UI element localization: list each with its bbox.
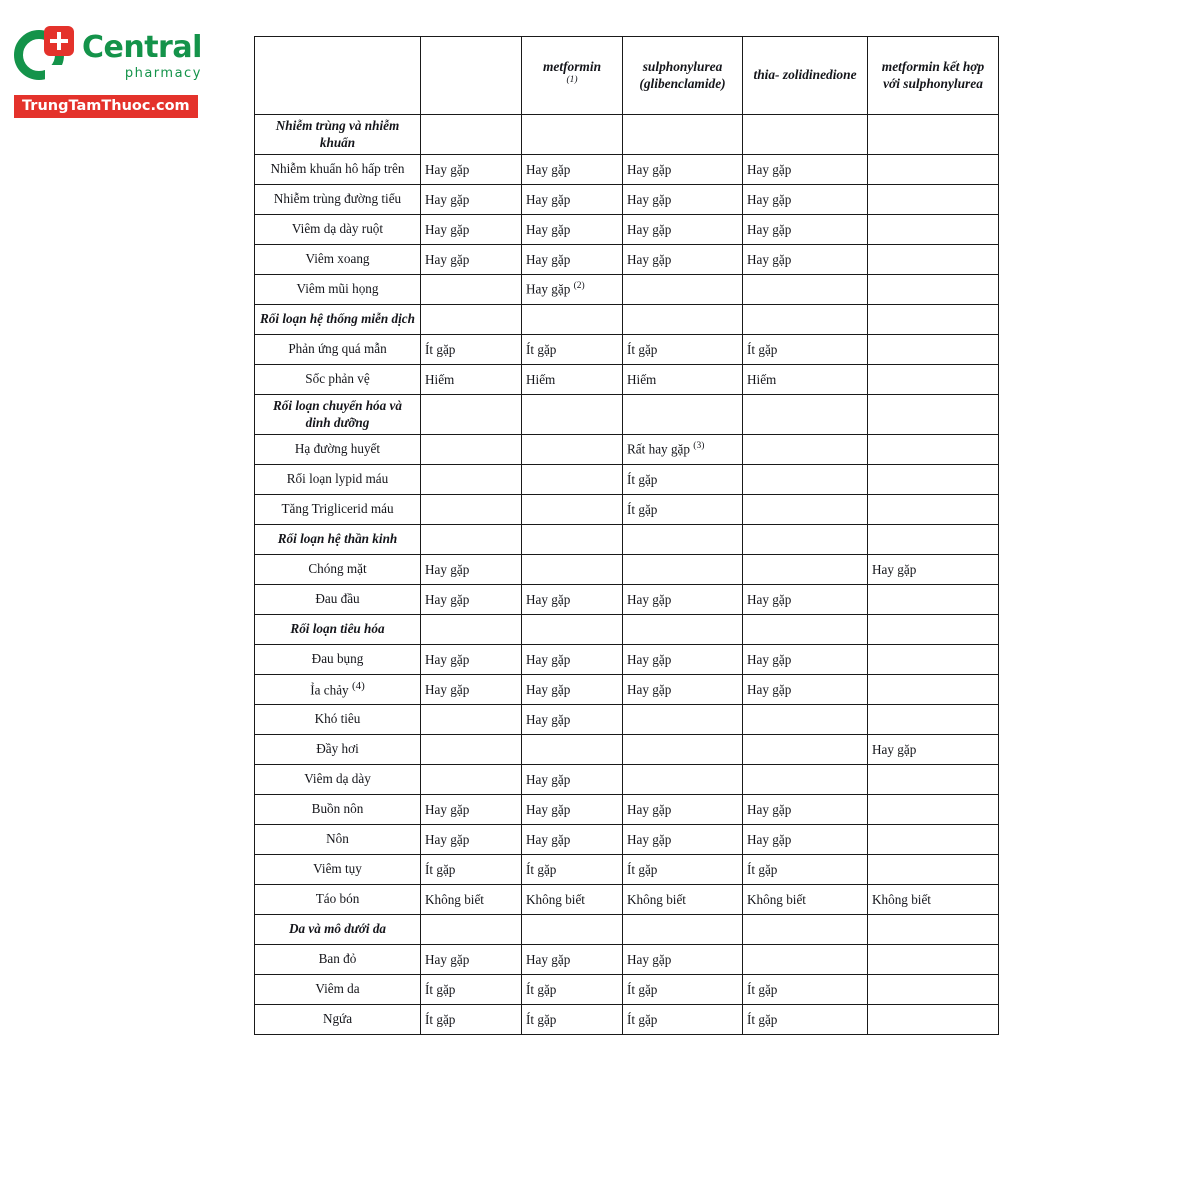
cell-empty xyxy=(421,305,522,335)
central-pharmacy-logo-icon xyxy=(14,26,74,86)
cell-value: Hay gặp xyxy=(743,825,868,855)
table-header-row xyxy=(255,37,999,115)
cell-empty xyxy=(522,305,623,335)
cell-value: Hay gặp xyxy=(421,155,522,185)
group-label: Da và mô dưới da xyxy=(255,915,421,945)
cell-value: Hay gặp xyxy=(522,825,623,855)
cell-empty xyxy=(868,245,999,275)
cell-value: Ít gặp xyxy=(421,1005,522,1035)
cell-empty xyxy=(868,975,999,1005)
cell-value: Hay gặp xyxy=(522,795,623,825)
cell-value: Hay gặp xyxy=(743,215,868,245)
cell-empty xyxy=(743,275,868,305)
row-label: Viêm dạ dày ruột xyxy=(255,215,421,245)
cell-empty xyxy=(522,555,623,585)
cell-value: Ít gặp xyxy=(623,1005,743,1035)
row-label: Nhiễm khuẩn hô hấp trên xyxy=(255,155,421,185)
cell-value: Ít gặp xyxy=(623,855,743,885)
cell-value: Hay gặp xyxy=(743,155,868,185)
row-label: Rối loạn lypid máu xyxy=(255,465,421,495)
table-row xyxy=(255,1005,999,1035)
cell-empty xyxy=(623,735,743,765)
header-cell-metformin xyxy=(522,37,623,115)
table-row xyxy=(255,885,999,915)
cell-value: Hiếm xyxy=(743,365,868,395)
cell-empty xyxy=(868,1005,999,1035)
cell-empty xyxy=(743,495,868,525)
cell-value: Hay gặp xyxy=(421,645,522,675)
cell-empty xyxy=(868,335,999,365)
brand-subtitle: pharmacy xyxy=(124,65,202,81)
cell-empty xyxy=(743,765,868,795)
cell-empty xyxy=(868,525,999,555)
cell-empty xyxy=(868,645,999,675)
table-group-row xyxy=(255,615,999,645)
row-label: Nôn xyxy=(255,825,421,855)
cell-value: Hay gặp xyxy=(623,945,743,975)
cell-value: Ít gặp xyxy=(522,1005,623,1035)
row-label: Chóng mặt xyxy=(255,555,421,585)
cell-empty xyxy=(421,615,522,645)
cell-empty xyxy=(421,435,522,465)
cell-empty xyxy=(868,395,999,435)
table-row xyxy=(255,675,999,705)
cell-value: Hiếm xyxy=(623,365,743,395)
row-label: Tăng Triglicerid máu xyxy=(255,495,421,525)
row-label: Buồn nôn xyxy=(255,795,421,825)
row-label: Nhiễm trùng đường tiểu xyxy=(255,185,421,215)
cell-empty xyxy=(623,115,743,155)
site-url-badge: TrungTamThuoc.com xyxy=(14,95,198,118)
table-row xyxy=(255,765,999,795)
row-label: Khó tiêu xyxy=(255,705,421,735)
cell-empty xyxy=(868,945,999,975)
cell-value: Hay gặp xyxy=(522,705,623,735)
cell-value: Ít gặp xyxy=(623,335,743,365)
cell-empty xyxy=(623,915,743,945)
table-row xyxy=(255,795,999,825)
cell-value: Hay gặp xyxy=(421,825,522,855)
cell-value: Hay gặp xyxy=(868,735,999,765)
cell-empty xyxy=(868,855,999,885)
cell-value: Hay gặp $^{(2)}$ xyxy=(522,275,623,305)
cell-empty xyxy=(743,305,868,335)
cell-empty xyxy=(522,435,623,465)
cell-value: Hay gặp xyxy=(743,675,868,705)
cell-value: Hay gặp xyxy=(522,675,623,705)
cell-value: Hay gặp xyxy=(522,765,623,795)
cell-empty xyxy=(522,525,623,555)
cell-empty xyxy=(868,305,999,335)
cell-empty xyxy=(623,705,743,735)
cell-value: Hay gặp xyxy=(522,185,623,215)
table-body xyxy=(255,115,999,1035)
cell-value: Hay gặp xyxy=(522,645,623,675)
table-header xyxy=(255,37,999,115)
table-row xyxy=(255,465,999,495)
cell-empty xyxy=(868,705,999,735)
cell-value: Hay gặp xyxy=(868,555,999,585)
cell-empty xyxy=(522,495,623,525)
watermark-logo xyxy=(14,26,224,118)
cell-empty xyxy=(868,495,999,525)
row-label: Đau bụng xyxy=(255,645,421,675)
table-row xyxy=(255,855,999,885)
cell-value: Hay gặp xyxy=(421,675,522,705)
cell-empty xyxy=(623,275,743,305)
row-label: Sốc phản vệ xyxy=(255,365,421,395)
table-row xyxy=(255,155,999,185)
cell-empty xyxy=(743,395,868,435)
cell-value: Hay gặp xyxy=(421,185,522,215)
row-label: Phản ứng quá mẫn xyxy=(255,335,421,365)
cell-empty xyxy=(868,275,999,305)
cell-value: Ít gặp xyxy=(743,335,868,365)
cell-empty xyxy=(623,555,743,585)
cell-empty xyxy=(743,615,868,645)
cell-value: Hay gặp xyxy=(743,245,868,275)
table-row xyxy=(255,365,999,395)
group-label: Rối loạn chuyển hóa và dinh dưỡng xyxy=(255,395,421,435)
cell-empty xyxy=(623,615,743,645)
cell-empty xyxy=(743,945,868,975)
cell-empty xyxy=(623,525,743,555)
cell-value: Hay gặp xyxy=(421,945,522,975)
row-label: Viêm da xyxy=(255,975,421,1005)
cell-empty xyxy=(868,215,999,245)
row-label: Hạ đường huyết xyxy=(255,435,421,465)
logo-text xyxy=(82,29,202,81)
cell-value: Hay gặp xyxy=(421,245,522,275)
cell-value: Hay gặp xyxy=(743,185,868,215)
table-row xyxy=(255,555,999,585)
table-row xyxy=(255,585,999,615)
cell-empty xyxy=(868,185,999,215)
cell-empty xyxy=(421,275,522,305)
row-label: Ban đỏ xyxy=(255,945,421,975)
row-label: Táo bón xyxy=(255,885,421,915)
cell-value: Hay gặp xyxy=(623,585,743,615)
table-row xyxy=(255,645,999,675)
cell-value: Ít gặp xyxy=(421,855,522,885)
cell-empty xyxy=(743,735,868,765)
cell-empty xyxy=(623,395,743,435)
header-cell-metformin-sulphonylurea: metformin kết hợp với sulphonylurea xyxy=(868,37,999,115)
header-label-metformin: metformin xyxy=(542,58,602,74)
table-row xyxy=(255,495,999,525)
cell-value: Ít gặp xyxy=(743,1005,868,1035)
cell-value: Hay gặp xyxy=(522,155,623,185)
cell-empty xyxy=(522,115,623,155)
row-label: Ngứa xyxy=(255,1005,421,1035)
cell-value: Rất hay gặp $^{(3)}$ xyxy=(623,435,743,465)
cell-empty xyxy=(743,525,868,555)
cell-value: Hay gặp xyxy=(522,585,623,615)
header-footnote-metformin: (1) xyxy=(566,75,578,86)
table-row xyxy=(255,275,999,305)
cell-value: Hay gặp xyxy=(743,645,868,675)
cell-value: Hay gặp xyxy=(623,795,743,825)
cell-value: Hay gặp xyxy=(421,795,522,825)
brand-name: Central xyxy=(82,29,202,65)
group-label: Rối loạn tiêu hóa xyxy=(255,615,421,645)
cell-value: Hay gặp xyxy=(522,215,623,245)
group-label: Nhiễm trùng và nhiễm khuẩn xyxy=(255,115,421,155)
cell-empty xyxy=(421,525,522,555)
table-group-row xyxy=(255,115,999,155)
row-label: Đầy hơi xyxy=(255,735,421,765)
cell-value: Hay gặp xyxy=(623,215,743,245)
cell-value: Hiếm xyxy=(522,365,623,395)
header-cell-blank-1 xyxy=(255,37,421,115)
cell-value: Hay gặp xyxy=(743,795,868,825)
cell-empty xyxy=(623,305,743,335)
cell-empty xyxy=(743,555,868,585)
cell-empty xyxy=(421,465,522,495)
table-row xyxy=(255,735,999,765)
cell-empty xyxy=(868,365,999,395)
cell-empty xyxy=(868,115,999,155)
table-row xyxy=(255,245,999,275)
cell-value: Hay gặp xyxy=(421,555,522,585)
cell-empty xyxy=(421,705,522,735)
cell-value: Hay gặp xyxy=(623,245,743,275)
cell-empty xyxy=(421,915,522,945)
cell-empty xyxy=(421,495,522,525)
cell-value: Hay gặp xyxy=(522,945,623,975)
header-cell-blank-2 xyxy=(421,37,522,115)
row-label: Viêm dạ dày xyxy=(255,765,421,795)
table-row xyxy=(255,705,999,735)
cell-value: Hay gặp xyxy=(522,245,623,275)
table-row xyxy=(255,945,999,975)
table-row xyxy=(255,215,999,245)
cell-value: Ít gặp xyxy=(623,495,743,525)
cell-value: Ít gặp xyxy=(421,975,522,1005)
cell-empty xyxy=(743,915,868,945)
cell-value: Hay gặp xyxy=(623,645,743,675)
cell-value: Ít gặp xyxy=(522,975,623,1005)
cell-value: Ít gặp xyxy=(623,465,743,495)
cell-empty xyxy=(522,465,623,495)
cell-empty xyxy=(868,435,999,465)
cell-value: Ít gặp xyxy=(421,335,522,365)
cell-value: Ít gặp xyxy=(522,855,623,885)
cell-value: Hay gặp xyxy=(623,185,743,215)
cell-value: Không biết xyxy=(623,885,743,915)
cell-value: Không biết xyxy=(743,885,868,915)
cell-empty xyxy=(743,115,868,155)
cell-empty xyxy=(522,915,623,945)
table-group-row xyxy=(255,395,999,435)
cell-empty xyxy=(522,735,623,765)
row-label: Ỉa chảy $^{(4)}$ xyxy=(255,675,421,705)
cell-empty xyxy=(421,735,522,765)
cell-empty xyxy=(868,585,999,615)
cell-empty xyxy=(623,765,743,795)
row-label: Viêm tụy xyxy=(255,855,421,885)
table-group-row xyxy=(255,525,999,555)
header-cell-thiazolidinedione: thia- zolidinedione xyxy=(743,37,868,115)
table-group-row xyxy=(255,305,999,335)
cell-value: Hay gặp xyxy=(421,215,522,245)
cell-value: Hay gặp xyxy=(623,675,743,705)
cell-empty xyxy=(868,825,999,855)
row-label: Viêm xoang xyxy=(255,245,421,275)
table-row xyxy=(255,825,999,855)
cell-empty xyxy=(868,675,999,705)
cell-empty xyxy=(522,615,623,645)
group-label: Rối loạn hệ thần kinh xyxy=(255,525,421,555)
cell-value: Không biết xyxy=(421,885,522,915)
cell-value: Ít gặp xyxy=(743,855,868,885)
table-group-row xyxy=(255,915,999,945)
cell-value: Không biết xyxy=(522,885,623,915)
cell-empty xyxy=(868,155,999,185)
cell-empty xyxy=(868,795,999,825)
table-row xyxy=(255,185,999,215)
cell-value: Ít gặp xyxy=(623,975,743,1005)
cell-empty xyxy=(421,765,522,795)
cell-value: Ít gặp xyxy=(522,335,623,365)
cell-empty xyxy=(743,435,868,465)
adverse-effects-table xyxy=(254,36,999,1035)
cell-value: Không biết xyxy=(868,885,999,915)
group-label: Rối loạn hệ thống miễn dịch xyxy=(255,305,421,335)
table-row xyxy=(255,335,999,365)
table-row xyxy=(255,435,999,465)
cell-empty xyxy=(868,765,999,795)
cell-value: Hay gặp xyxy=(623,825,743,855)
row-label: Đau đầu xyxy=(255,585,421,615)
logo-row xyxy=(14,26,224,86)
header-cell-sulphonylurea: sulphonylurea (glibenclamide) xyxy=(623,37,743,115)
row-label: Viêm mũi họng xyxy=(255,275,421,305)
cell-empty xyxy=(868,915,999,945)
cell-value: Hiếm xyxy=(421,365,522,395)
cell-value: Hay gặp xyxy=(623,155,743,185)
cell-empty xyxy=(868,615,999,645)
cell-empty xyxy=(522,395,623,435)
cell-empty xyxy=(743,465,868,495)
cell-value: Hay gặp xyxy=(743,585,868,615)
cell-value: Hay gặp xyxy=(421,585,522,615)
table-row xyxy=(255,975,999,1005)
cell-value: Ít gặp xyxy=(743,975,868,1005)
cell-empty xyxy=(421,395,522,435)
cell-empty xyxy=(743,705,868,735)
cell-empty xyxy=(868,465,999,495)
cell-empty xyxy=(421,115,522,155)
